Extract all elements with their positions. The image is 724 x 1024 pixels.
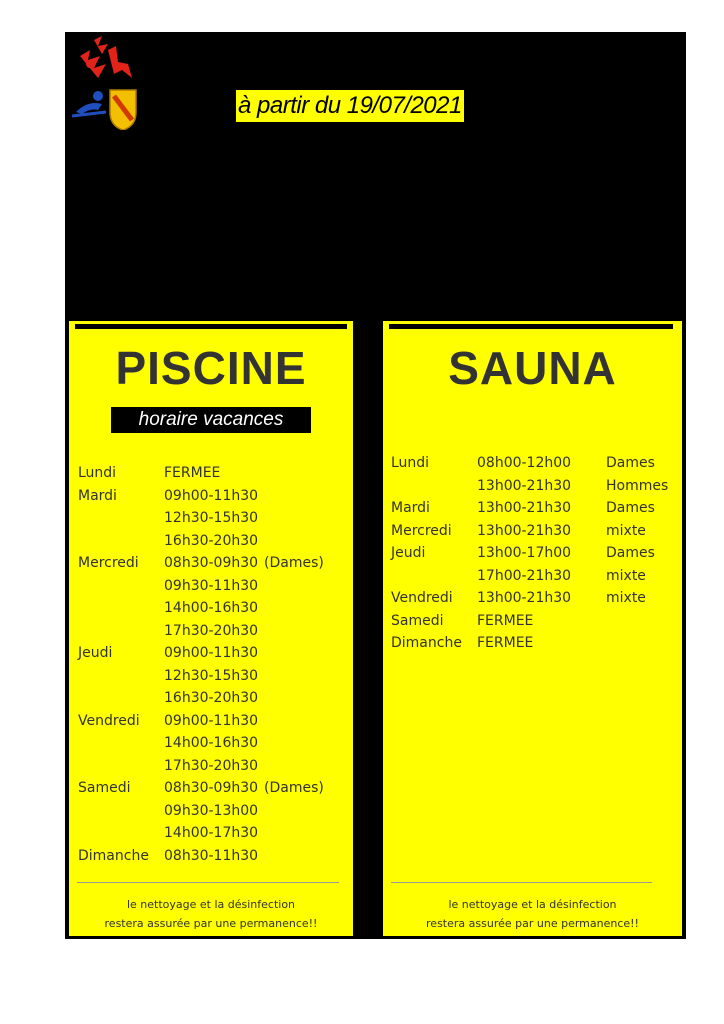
day-label: Dimanche (78, 847, 149, 864)
time-range: 09h30-11h30 (164, 577, 259, 594)
day-label (78, 665, 164, 688)
time-range: 13h00-21h30 (477, 590, 572, 606)
time-range: 16h30-20h30 (164, 532, 259, 549)
sauna-title: SAUNA (448, 342, 617, 394)
piscine-footer (69, 895, 353, 933)
sauna-panel (383, 321, 682, 936)
time-range: FERMEE (164, 465, 221, 481)
schedule-row (78, 575, 324, 598)
day-label (78, 530, 164, 553)
schedule-row (78, 642, 324, 665)
schedule-row (391, 542, 668, 565)
schedule-row (78, 845, 324, 868)
day-label (78, 800, 164, 823)
day-label: Vendredi (78, 712, 140, 729)
footer-divider (391, 882, 652, 883)
time-range: 13h00-21h30 (477, 477, 572, 494)
day-label (78, 687, 164, 710)
panel-top-bar (75, 324, 347, 329)
panel-top-bar (389, 324, 673, 329)
time-range: 09h00-11h30 (164, 645, 259, 661)
day-label: Jeudi (78, 645, 113, 661)
day-label: Vendredi (391, 590, 453, 606)
time-range: 09h00-11h30 (164, 712, 259, 729)
day-label: Jeudi (391, 545, 426, 561)
schedule-row (391, 497, 668, 520)
note: (Dames) (264, 555, 324, 571)
note: mixte (606, 567, 646, 584)
day-label (78, 755, 164, 778)
time-range: 08h30-11h30 (164, 847, 259, 864)
time-range: 14h00-16h30 (164, 735, 259, 751)
schedule-row (78, 620, 324, 643)
time-range: 13h00-21h30 (477, 500, 572, 516)
time-range: 14h00-16h30 (164, 600, 259, 616)
footer-line-1: le nettoyage et la désinfection (126, 898, 296, 911)
piscine-panel (69, 321, 353, 936)
date-banner: à partir du 19/07/2021 (236, 90, 464, 122)
time-range: 16h30-20h30 (164, 690, 259, 706)
note: (Dames) (264, 780, 324, 796)
day-label: Mercredi (78, 555, 139, 571)
day-label: Samedi (391, 612, 444, 629)
time-range: 17h30-20h30 (164, 757, 259, 774)
time-range: 13h00-21h30 (477, 522, 572, 539)
schedule-row (78, 485, 324, 508)
time-range: 17h00-21h30 (477, 567, 572, 584)
sauna-footer (383, 895, 682, 933)
time-range: 08h00-12h00 (477, 455, 572, 471)
time-range: FERMEE (477, 635, 534, 651)
sauna-schedule (391, 452, 668, 655)
time-range: 09h30-13h00 (164, 802, 259, 819)
day-label: Mardi (78, 487, 117, 504)
time-range: FERMEE (477, 612, 534, 629)
schedule-row (391, 587, 668, 610)
day-label: Samedi (78, 780, 131, 796)
note: Dames (606, 455, 655, 471)
swimmer-logo-icon (72, 34, 138, 130)
piscine-subtitle: horaire vacances (111, 407, 311, 433)
time-range: 08h30-09h30 (164, 555, 259, 571)
note: Hommes (606, 477, 669, 494)
day-label (78, 620, 164, 643)
day-label: Lundi (78, 465, 117, 481)
time-range: 13h00-17h00 (477, 545, 572, 561)
schedule-row (78, 777, 324, 800)
day-label (78, 597, 164, 620)
schedule-row (78, 755, 324, 778)
time-range: 08h30-09h30 (164, 780, 259, 796)
day-label: Mercredi (391, 522, 452, 539)
day-label: Dimanche (391, 635, 462, 651)
time-range: 12h30-15h30 (164, 667, 259, 684)
footer-line-1: le nettoyage et la désinfection (448, 898, 617, 911)
schedule-row (78, 530, 324, 553)
day-label (391, 565, 477, 588)
time-range: 17h30-20h30 (164, 622, 259, 639)
day-label (78, 507, 164, 530)
schedule-row (391, 475, 668, 498)
note: Dames (606, 500, 655, 516)
schedule-row (78, 665, 324, 688)
time-range: 14h00-17h30 (164, 825, 259, 841)
day-label (78, 732, 164, 755)
note: mixte (606, 522, 646, 539)
time-range: 09h00-11h30 (164, 487, 259, 504)
schedule-row (391, 520, 668, 543)
schedule-row (78, 552, 324, 575)
day-label: Lundi (391, 455, 430, 471)
schedule-row (78, 800, 324, 823)
schedule-row (78, 732, 324, 755)
footer-divider (77, 882, 339, 883)
footer-line-2: restera assurée par une permanence!! (426, 917, 639, 930)
schedule-row (391, 452, 668, 475)
day-label: Mardi (391, 500, 430, 516)
day-label (391, 475, 477, 498)
schedule-row (391, 632, 668, 655)
footer-line-2: restera assurée par une permanence!! (104, 917, 318, 930)
piscine-schedule (78, 462, 324, 867)
day-label (78, 822, 164, 845)
schedule-row (78, 597, 324, 620)
note: Dames (606, 545, 655, 561)
schedule-row (78, 462, 324, 485)
day-label (78, 575, 164, 598)
schedule-row (78, 822, 324, 845)
note: mixte (606, 590, 646, 606)
schedule-row (78, 687, 324, 710)
schedule-row (391, 565, 668, 588)
piscine-title: PISCINE (115, 342, 307, 394)
schedule-row (78, 507, 324, 530)
time-range: 12h30-15h30 (164, 510, 259, 526)
schedule-row (391, 610, 668, 633)
schedule-row (78, 710, 324, 733)
